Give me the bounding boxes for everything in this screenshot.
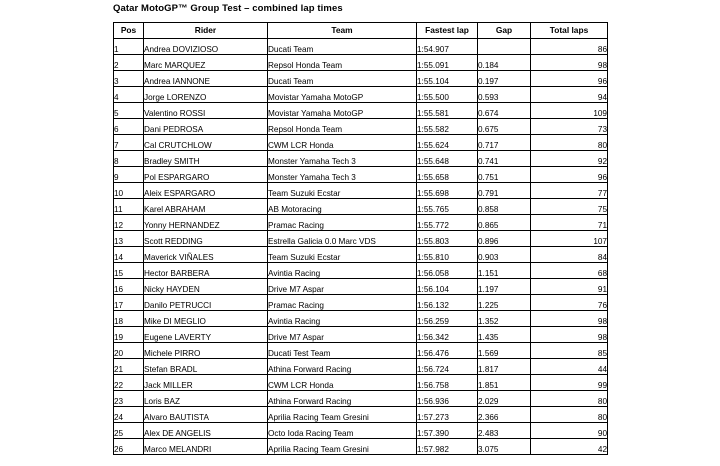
- cell-fastest-lap: 1:55.658: [417, 167, 478, 183]
- cell-rider: Pol ESPARGARO: [144, 167, 268, 183]
- table-row: [114, 343, 608, 359]
- cell-total-laps: 44: [531, 359, 608, 375]
- table-row: [114, 295, 608, 311]
- table-row: [114, 167, 608, 183]
- cell-pos: 15: [114, 263, 144, 279]
- cell-rider: Loris BAZ: [144, 391, 268, 407]
- cell-fastest-lap: 1:56.259: [417, 311, 478, 327]
- cell-pos: 21: [114, 359, 144, 375]
- cell-total-laps: 98: [531, 327, 608, 343]
- cell-team: CWM LCR Honda: [268, 375, 417, 391]
- cell-pos: 3: [114, 71, 144, 87]
- cell-gap: 0.674: [478, 103, 531, 119]
- cell-rider: Aleix ESPARGARO: [144, 183, 268, 199]
- cell-fastest-lap: 1:55.581: [417, 103, 478, 119]
- cell-fastest-lap: 1:56.724: [417, 359, 478, 375]
- cell-gap: 2.029: [478, 391, 531, 407]
- cell-pos: 19: [114, 327, 144, 343]
- cell-rider: Mike DI MEGLIO: [144, 311, 268, 327]
- cell-rider: Valentino ROSSI: [144, 103, 268, 119]
- cell-pos: 18: [114, 311, 144, 327]
- cell-fastest-lap: 1:56.104: [417, 279, 478, 295]
- cell-fastest-lap: 1:55.698: [417, 183, 478, 199]
- cell-rider: Danilo PETRUCCI: [144, 295, 268, 311]
- cell-fastest-lap: 1:55.091: [417, 55, 478, 71]
- cell-team: AB Motoracing: [268, 199, 417, 215]
- table-row: [114, 55, 608, 71]
- cell-team: Aprilia Racing Team Gresini: [268, 439, 417, 455]
- cell-rider: Alex DE ANGELIS: [144, 423, 268, 439]
- cell-total-laps: 109: [531, 103, 608, 119]
- cell-total-laps: 98: [531, 311, 608, 327]
- table-row: [114, 263, 608, 279]
- cell-total-laps: 84: [531, 247, 608, 263]
- cell-pos: 7: [114, 135, 144, 151]
- cell-rider: Scott REDDING: [144, 231, 268, 247]
- cell-gap: 0.791: [478, 183, 531, 199]
- cell-total-laps: 91: [531, 279, 608, 295]
- table-row: [114, 39, 608, 55]
- cell-fastest-lap: 1:54.907: [417, 39, 478, 55]
- cell-fastest-lap: 1:55.803: [417, 231, 478, 247]
- table-row: [114, 311, 608, 327]
- cell-fastest-lap: 1:56.132: [417, 295, 478, 311]
- cell-rider: Andrea IANNONE: [144, 71, 268, 87]
- cell-gap: 0.184: [478, 55, 531, 71]
- cell-rider: Yonny HERNANDEZ: [144, 215, 268, 231]
- table-row: [114, 231, 608, 247]
- cell-rider: Maverick VIÑALES: [144, 247, 268, 263]
- cell-total-laps: 96: [531, 71, 608, 87]
- cell-total-laps: 42: [531, 439, 608, 455]
- lap-times-table: [113, 22, 608, 455]
- cell-pos: 24: [114, 407, 144, 423]
- cell-rider: Alvaro BAUTISTA: [144, 407, 268, 423]
- cell-pos: 26: [114, 439, 144, 455]
- cell-total-laps: 85: [531, 343, 608, 359]
- cell-fastest-lap: 1:55.765: [417, 199, 478, 215]
- table-row: [114, 407, 608, 423]
- table-row: [114, 327, 608, 343]
- cell-rider: Cal CRUTCHLOW: [144, 135, 268, 151]
- cell-pos: 23: [114, 391, 144, 407]
- cell-gap: 2.483: [478, 423, 531, 439]
- cell-fastest-lap: 1:56.342: [417, 327, 478, 343]
- cell-rider: Jack MILLER: [144, 375, 268, 391]
- cell-total-laps: 77: [531, 183, 608, 199]
- cell-rider: Eugene LAVERTY: [144, 327, 268, 343]
- cell-team: Aprilia Racing Team Gresini: [268, 407, 417, 423]
- cell-team: Monster Yamaha Tech 3: [268, 151, 417, 167]
- lap-times-table-container: [113, 22, 607, 455]
- table-row: [114, 119, 608, 135]
- cell-total-laps: 107: [531, 231, 608, 247]
- cell-rider: Marc MARQUEZ: [144, 55, 268, 71]
- column-header-fastest-lap: Fastest lap: [417, 23, 478, 39]
- cell-pos: 9: [114, 167, 144, 183]
- cell-pos: 10: [114, 183, 144, 199]
- cell-fastest-lap: 1:56.476: [417, 343, 478, 359]
- cell-total-laps: 96: [531, 167, 608, 183]
- cell-gap: 1.817: [478, 359, 531, 375]
- table-row: [114, 199, 608, 215]
- cell-team: Team Suzuki Ecstar: [268, 247, 417, 263]
- table-row: [114, 439, 608, 455]
- cell-pos: 20: [114, 343, 144, 359]
- table-row: [114, 135, 608, 151]
- cell-team: Pramac Racing: [268, 295, 417, 311]
- cell-fastest-lap: 1:56.936: [417, 391, 478, 407]
- page-title: Qatar MotoGP™ Group Test – combined lap times: [113, 3, 343, 14]
- cell-gap: 1.435: [478, 327, 531, 343]
- cell-pos: 17: [114, 295, 144, 311]
- cell-fastest-lap: 1:56.058: [417, 263, 478, 279]
- cell-total-laps: 80: [531, 407, 608, 423]
- cell-team: Octo Ioda Racing Team: [268, 423, 417, 439]
- cell-gap: 1.569: [478, 343, 531, 359]
- cell-total-laps: 80: [531, 135, 608, 151]
- cell-total-laps: 98: [531, 55, 608, 71]
- table-row: [114, 215, 608, 231]
- cell-total-laps: 90: [531, 423, 608, 439]
- cell-pos: 5: [114, 103, 144, 119]
- cell-rider: Karel ABRAHAM: [144, 199, 268, 215]
- table-row: [114, 183, 608, 199]
- column-header-total-laps: Total laps: [531, 23, 608, 39]
- cell-team: CWM LCR Honda: [268, 135, 417, 151]
- cell-fastest-lap: 1:55.104: [417, 71, 478, 87]
- cell-gap: 0.751: [478, 167, 531, 183]
- table-row: [114, 423, 608, 439]
- cell-fastest-lap: 1:55.772: [417, 215, 478, 231]
- table-header: [114, 23, 608, 39]
- cell-total-laps: 76: [531, 295, 608, 311]
- cell-total-laps: 75: [531, 199, 608, 215]
- cell-team: Drive M7 Aspar: [268, 279, 417, 295]
- cell-total-laps: 94: [531, 87, 608, 103]
- table-row: [114, 151, 608, 167]
- cell-gap: 0.593: [478, 87, 531, 103]
- table-row: [114, 247, 608, 263]
- cell-total-laps: 73: [531, 119, 608, 135]
- cell-gap: 1.352: [478, 311, 531, 327]
- cell-pos: 14: [114, 247, 144, 263]
- cell-rider: Andrea DOVIZIOSO: [144, 39, 268, 55]
- cell-gap: 0.858: [478, 199, 531, 215]
- cell-pos: 12: [114, 215, 144, 231]
- cell-team: Repsol Honda Team: [268, 55, 417, 71]
- cell-gap: 1.225: [478, 295, 531, 311]
- cell-rider: Jorge LORENZO: [144, 87, 268, 103]
- cell-pos: 22: [114, 375, 144, 391]
- cell-pos: 13: [114, 231, 144, 247]
- cell-team: Repsol Honda Team: [268, 119, 417, 135]
- table-row: [114, 87, 608, 103]
- cell-fastest-lap: 1:55.500: [417, 87, 478, 103]
- cell-team: Athina Forward Racing: [268, 359, 417, 375]
- table-row: [114, 359, 608, 375]
- cell-gap: [478, 39, 531, 55]
- cell-team: Movistar Yamaha MotoGP: [268, 103, 417, 119]
- cell-team: Ducati Team: [268, 39, 417, 55]
- cell-fastest-lap: 1:57.390: [417, 423, 478, 439]
- table-row: [114, 391, 608, 407]
- cell-team: Ducati Team: [268, 71, 417, 87]
- cell-fastest-lap: 1:56.758: [417, 375, 478, 391]
- cell-gap: 3.075: [478, 439, 531, 455]
- cell-total-laps: 86: [531, 39, 608, 55]
- cell-rider: Marco MELANDRI: [144, 439, 268, 455]
- cell-pos: 25: [114, 423, 144, 439]
- table-row: [114, 103, 608, 119]
- cell-rider: Michele PIRRO: [144, 343, 268, 359]
- cell-team: Team Suzuki Ecstar: [268, 183, 417, 199]
- cell-fastest-lap: 1:55.648: [417, 151, 478, 167]
- cell-rider: Bradley SMITH: [144, 151, 268, 167]
- cell-total-laps: 92: [531, 151, 608, 167]
- cell-team: Drive M7 Aspar: [268, 327, 417, 343]
- column-header-team: Team: [268, 23, 417, 39]
- cell-gap: 0.717: [478, 135, 531, 151]
- cell-fastest-lap: 1:57.982: [417, 439, 478, 455]
- column-header-pos: Pos: [114, 23, 144, 39]
- column-header-rider: Rider: [144, 23, 268, 39]
- cell-total-laps: 80: [531, 391, 608, 407]
- cell-pos: 2: [114, 55, 144, 71]
- cell-rider: Dani PEDROSA: [144, 119, 268, 135]
- cell-gap: 2.366: [478, 407, 531, 423]
- table-row: [114, 375, 608, 391]
- cell-pos: 16: [114, 279, 144, 295]
- cell-pos: 11: [114, 199, 144, 215]
- cell-gap: 1.197: [478, 279, 531, 295]
- cell-team: Avintia Racing: [268, 263, 417, 279]
- cell-total-laps: 71: [531, 215, 608, 231]
- cell-gap: 0.896: [478, 231, 531, 247]
- cell-pos: 6: [114, 119, 144, 135]
- cell-team: Ducati Test Team: [268, 343, 417, 359]
- cell-total-laps: 99: [531, 375, 608, 391]
- cell-pos: 4: [114, 87, 144, 103]
- cell-rider: Nicky HAYDEN: [144, 279, 268, 295]
- cell-fastest-lap: 1:55.624: [417, 135, 478, 151]
- cell-fastest-lap: 1:55.582: [417, 119, 478, 135]
- cell-team: Athina Forward Racing: [268, 391, 417, 407]
- cell-gap: 0.675: [478, 119, 531, 135]
- table-row: [114, 279, 608, 295]
- cell-gap: 1.151: [478, 263, 531, 279]
- cell-team: Estrella Galicia 0.0 Marc VDS: [268, 231, 417, 247]
- cell-pos: 8: [114, 151, 144, 167]
- cell-rider: Hector BARBERA: [144, 263, 268, 279]
- cell-team: Monster Yamaha Tech 3: [268, 167, 417, 183]
- cell-gap: 1.851: [478, 375, 531, 391]
- cell-team: Avintia Racing: [268, 311, 417, 327]
- cell-fastest-lap: 1:55.810: [417, 247, 478, 263]
- cell-team: Movistar Yamaha MotoGP: [268, 87, 417, 103]
- cell-gap: 0.197: [478, 71, 531, 87]
- cell-team: Pramac Racing: [268, 215, 417, 231]
- cell-gap: 0.903: [478, 247, 531, 263]
- cell-gap: 0.865: [478, 215, 531, 231]
- cell-fastest-lap: 1:57.273: [417, 407, 478, 423]
- column-header-gap: Gap: [478, 23, 531, 39]
- cell-rider: Stefan BRADL: [144, 359, 268, 375]
- table-row: [114, 71, 608, 87]
- table-header-row: [114, 23, 608, 39]
- table-body: [114, 39, 608, 455]
- cell-pos: 1: [114, 39, 144, 55]
- cell-total-laps: 68: [531, 263, 608, 279]
- cell-gap: 0.741: [478, 151, 531, 167]
